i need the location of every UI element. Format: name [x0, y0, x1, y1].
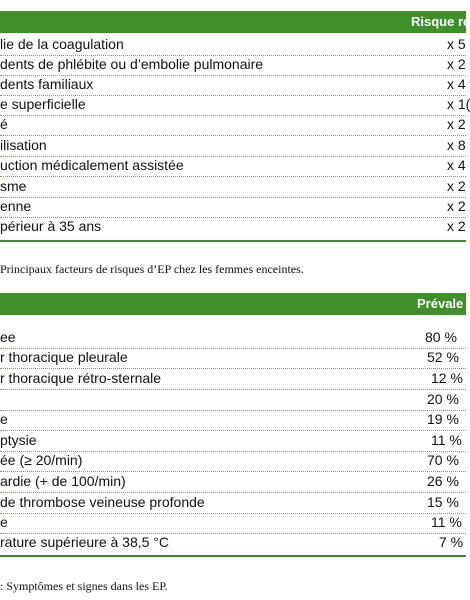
table1-row — [0, 95, 470, 116]
row-label: e superficielle — [0, 96, 86, 112]
row-label: lie de la coagulation — [0, 36, 124, 52]
row-label: enne — [0, 198, 32, 214]
row-value: 15 % — [427, 494, 459, 510]
table2-row — [0, 328, 466, 349]
table1-row — [0, 55, 466, 76]
row-value: x 5 — [447, 36, 466, 52]
row-label: dents familiaux — [0, 76, 94, 92]
table2-header — [0, 293, 466, 315]
table2-row — [0, 348, 466, 369]
table2-row — [0, 533, 466, 553]
row-value: 11 % — [431, 432, 462, 448]
table1-row — [0, 197, 466, 218]
table1-row — [0, 35, 466, 56]
row-label: périeur à 35 ans — [0, 218, 102, 234]
table1-row — [0, 136, 466, 157]
row-value: x 4 — [447, 76, 466, 92]
row-value: x 2 — [447, 178, 466, 194]
row-label: r thoracique pleurale — [0, 349, 128, 365]
table2-row — [0, 369, 466, 390]
row-label: ardie (+ de 100/min) — [0, 473, 126, 489]
row-value: 70 % — [427, 452, 459, 468]
table2-row — [0, 410, 466, 431]
row-label: uction médicalement assistée — [0, 157, 184, 173]
row-label: rature supérieure à 38,5 °C — [0, 534, 170, 550]
table1-row — [0, 217, 466, 237]
table2-bottom-rule — [0, 555, 466, 557]
row-value: 11 % — [431, 514, 462, 530]
row-label: dents de phlébite ou d’embolie pulmonaire — [0, 56, 264, 72]
table2-row — [0, 493, 466, 514]
table1-header-label: Risque re — [411, 14, 470, 29]
row-value: x 2 — [447, 56, 466, 72]
row-value: 52 % — [427, 349, 459, 365]
table2-header-label: Prévale — [417, 296, 464, 311]
table1-bottom-rule — [0, 240, 466, 242]
row-value: x 4 — [447, 157, 466, 173]
table1-row — [0, 177, 466, 198]
row-label: ilisation — [0, 137, 47, 153]
table2-row — [0, 451, 466, 472]
table1-caption: Principaux facteurs de risques d’EP chez les femmes enceintes. — [0, 262, 304, 276]
table1-row — [0, 115, 466, 136]
table2-row — [0, 431, 466, 452]
table2-row — [0, 390, 466, 411]
row-label: de thrombose veineuse profonde — [0, 494, 205, 510]
row-value: 26 % — [427, 473, 459, 489]
row-label: r thoracique rétro-sternale — [0, 370, 162, 386]
row-label: e — [0, 514, 8, 530]
row-value: x 2 — [447, 198, 466, 214]
row-label: ée (≥ 20/min) — [0, 452, 83, 468]
row-value: x 2 — [447, 116, 466, 132]
table1-header — [0, 11, 470, 33]
table2-row — [0, 513, 466, 534]
row-label: é — [0, 116, 8, 132]
row-value: x 2 — [447, 218, 466, 234]
row-value: x 1( — [447, 96, 470, 112]
row-value: 19 % — [427, 411, 459, 427]
row-value: 12 % — [431, 370, 463, 386]
table1-row — [0, 156, 466, 177]
table1-row — [0, 75, 466, 96]
row-value: 20 % — [427, 391, 459, 407]
row-label: e — [0, 411, 8, 427]
row-label: sme — [0, 178, 27, 194]
row-label: ptysie — [0, 432, 37, 448]
row-value: x 8 — [447, 137, 466, 153]
table2-caption: : Symptômes et signes dans les EP. — [0, 579, 168, 593]
row-label: ee — [0, 329, 16, 345]
table2-row — [0, 472, 466, 493]
row-value: 7 % — [439, 534, 464, 550]
row-value: 80 % — [425, 329, 457, 345]
